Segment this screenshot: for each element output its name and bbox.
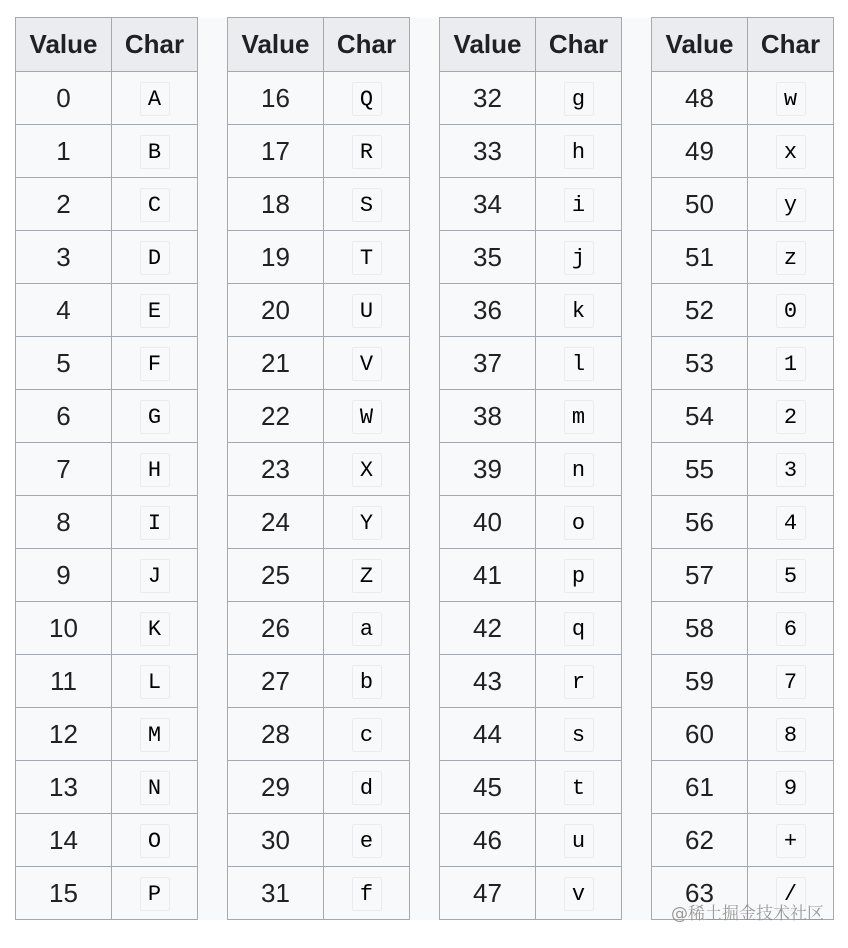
base64-char: y	[776, 188, 806, 222]
index-value: 57	[652, 549, 748, 602]
base64-char: k	[564, 294, 594, 328]
column-spacer	[410, 867, 440, 920]
base64-char: Z	[352, 559, 382, 593]
index-value: 20	[228, 284, 324, 337]
table-header-row	[16, 18, 834, 72]
index-value: 23	[228, 443, 324, 496]
base64-char: I	[140, 506, 170, 540]
char-cell	[324, 814, 410, 867]
char-cell	[112, 231, 198, 284]
column-spacer	[410, 496, 440, 549]
char-cell	[748, 814, 834, 867]
column-spacer	[198, 602, 228, 655]
column-spacer	[410, 178, 440, 231]
column-header-value: Value	[16, 18, 112, 72]
char-cell	[536, 867, 622, 920]
column-spacer	[622, 72, 652, 125]
index-value: 38	[440, 390, 536, 443]
column-spacer	[410, 125, 440, 178]
base64-char: Q	[352, 82, 382, 116]
char-cell	[536, 496, 622, 549]
table-row	[16, 602, 834, 655]
base64-char: f	[352, 877, 382, 911]
column-header-value: Value	[228, 18, 324, 72]
column-spacer	[198, 867, 228, 920]
char-cell	[748, 337, 834, 390]
base64-char: H	[140, 453, 170, 487]
char-cell	[112, 337, 198, 390]
char-cell	[324, 125, 410, 178]
index-value: 55	[652, 443, 748, 496]
table-row	[16, 125, 834, 178]
base64-char: x	[776, 135, 806, 169]
index-value: 8	[16, 496, 112, 549]
column-spacer	[410, 231, 440, 284]
column-spacer	[198, 655, 228, 708]
column-spacer	[622, 761, 652, 814]
index-value: 39	[440, 443, 536, 496]
char-cell	[536, 655, 622, 708]
base64-char: L	[140, 665, 170, 699]
base64-char: 2	[776, 400, 806, 434]
index-value: 52	[652, 284, 748, 337]
column-spacer	[198, 178, 228, 231]
column-spacer	[622, 549, 652, 602]
base64-char: X	[352, 453, 382, 487]
column-spacer	[198, 761, 228, 814]
char-cell	[748, 390, 834, 443]
index-value: 34	[440, 178, 536, 231]
column-header-char: Char	[536, 18, 622, 72]
index-value: 17	[228, 125, 324, 178]
char-cell	[112, 814, 198, 867]
column-spacer	[410, 655, 440, 708]
char-cell	[748, 655, 834, 708]
base64-char: w	[776, 82, 806, 116]
char-cell	[536, 125, 622, 178]
char-cell	[324, 284, 410, 337]
table-row	[16, 549, 834, 602]
column-header-char: Char	[748, 18, 834, 72]
index-value: 29	[228, 761, 324, 814]
index-value: 60	[652, 708, 748, 761]
index-value: 3	[16, 231, 112, 284]
column-header-char: Char	[324, 18, 410, 72]
index-value: 14	[16, 814, 112, 867]
table-row	[16, 814, 834, 867]
index-value: 53	[652, 337, 748, 390]
column-spacer	[622, 496, 652, 549]
table-row	[16, 708, 834, 761]
index-value: 37	[440, 337, 536, 390]
base64-char: /	[776, 877, 806, 911]
column-spacer	[198, 549, 228, 602]
base64-char: A	[140, 82, 170, 116]
base64-char: 5	[776, 559, 806, 593]
char-cell	[324, 231, 410, 284]
char-cell	[324, 390, 410, 443]
base64-char: e	[352, 824, 382, 858]
column-spacer	[198, 125, 228, 178]
char-cell	[324, 72, 410, 125]
char-cell	[324, 655, 410, 708]
base64-char: p	[564, 559, 594, 593]
base64-char: i	[564, 188, 594, 222]
index-value: 13	[16, 761, 112, 814]
index-value: 49	[652, 125, 748, 178]
column-spacer	[198, 72, 228, 125]
column-spacer	[410, 284, 440, 337]
index-value: 6	[16, 390, 112, 443]
column-spacer	[622, 814, 652, 867]
index-value: 19	[228, 231, 324, 284]
index-value: 36	[440, 284, 536, 337]
index-value: 42	[440, 602, 536, 655]
index-value: 56	[652, 496, 748, 549]
char-cell	[324, 602, 410, 655]
column-spacer	[622, 655, 652, 708]
index-value: 33	[440, 125, 536, 178]
column-header-value: Value	[652, 18, 748, 72]
index-value: 26	[228, 602, 324, 655]
base64-char: s	[564, 718, 594, 752]
index-value: 45	[440, 761, 536, 814]
base64-char: o	[564, 506, 594, 540]
base64-char: z	[776, 241, 806, 275]
index-value: 21	[228, 337, 324, 390]
char-cell	[748, 549, 834, 602]
char-cell	[536, 814, 622, 867]
base64-char: J	[140, 559, 170, 593]
base64-char: G	[140, 400, 170, 434]
base64-char: N	[140, 771, 170, 805]
index-value: 1	[16, 125, 112, 178]
base64-char: P	[140, 877, 170, 911]
base64-char: a	[352, 612, 382, 646]
table-row	[16, 72, 834, 125]
base64-char: F	[140, 347, 170, 381]
index-value: 50	[652, 178, 748, 231]
column-spacer	[198, 337, 228, 390]
table-row	[16, 178, 834, 231]
base64-char: +	[776, 824, 806, 858]
column-header-value: Value	[440, 18, 536, 72]
base64-char: D	[140, 241, 170, 275]
base64-char: 8	[776, 718, 806, 752]
column-spacer	[410, 443, 440, 496]
base64-char: 4	[776, 506, 806, 540]
base64-char: m	[564, 400, 594, 434]
char-cell	[748, 125, 834, 178]
char-cell	[324, 549, 410, 602]
index-value: 18	[228, 178, 324, 231]
char-cell	[324, 496, 410, 549]
column-spacer	[198, 390, 228, 443]
column-spacer	[410, 337, 440, 390]
char-cell	[112, 125, 198, 178]
index-value: 22	[228, 390, 324, 443]
index-value: 61	[652, 761, 748, 814]
column-spacer	[622, 390, 652, 443]
index-value: 40	[440, 496, 536, 549]
base64-char: d	[352, 771, 382, 805]
table-row	[16, 284, 834, 337]
base64-char: t	[564, 771, 594, 805]
base64-index-table	[15, 17, 834, 920]
char-cell	[748, 284, 834, 337]
base64-char: 7	[776, 665, 806, 699]
table-row	[16, 390, 834, 443]
index-value: 5	[16, 337, 112, 390]
index-value: 31	[228, 867, 324, 920]
index-value: 51	[652, 231, 748, 284]
index-value: 54	[652, 390, 748, 443]
column-spacer	[198, 18, 228, 72]
table-row	[16, 496, 834, 549]
column-spacer	[198, 231, 228, 284]
column-spacer	[410, 761, 440, 814]
watermark: @稀土掘金技术社区	[671, 904, 824, 924]
base64-char: S	[352, 188, 382, 222]
index-value: 10	[16, 602, 112, 655]
base64-char: U	[352, 294, 382, 328]
char-cell	[748, 178, 834, 231]
base64-char: E	[140, 294, 170, 328]
char-cell	[112, 867, 198, 920]
base64-char: R	[352, 135, 382, 169]
base64-char: c	[352, 718, 382, 752]
column-spacer	[410, 390, 440, 443]
char-cell	[748, 443, 834, 496]
base64-char: M	[140, 718, 170, 752]
index-value: 43	[440, 655, 536, 708]
base64-char: B	[140, 135, 170, 169]
char-cell	[536, 72, 622, 125]
index-value: 0	[16, 72, 112, 125]
column-spacer	[622, 867, 652, 920]
char-cell	[324, 178, 410, 231]
char-cell	[748, 708, 834, 761]
char-cell	[112, 284, 198, 337]
char-cell	[112, 72, 198, 125]
index-value: 12	[16, 708, 112, 761]
column-spacer	[622, 178, 652, 231]
index-value: 15	[16, 867, 112, 920]
column-spacer	[410, 602, 440, 655]
column-spacer	[410, 549, 440, 602]
base64-char: r	[564, 665, 594, 699]
index-value: 63	[652, 867, 748, 920]
char-cell	[112, 443, 198, 496]
base64-char: v	[564, 877, 594, 911]
char-cell	[112, 655, 198, 708]
column-spacer	[622, 284, 652, 337]
column-spacer	[622, 443, 652, 496]
base64-char: W	[352, 400, 382, 434]
column-spacer	[410, 814, 440, 867]
index-value: 4	[16, 284, 112, 337]
char-cell	[112, 708, 198, 761]
column-spacer	[198, 708, 228, 761]
char-cell	[536, 602, 622, 655]
index-value: 25	[228, 549, 324, 602]
table-row	[16, 655, 834, 708]
char-cell	[536, 178, 622, 231]
base64-char: h	[564, 135, 594, 169]
char-cell	[748, 231, 834, 284]
table-row	[16, 761, 834, 814]
base64-char: Y	[352, 506, 382, 540]
index-value: 59	[652, 655, 748, 708]
char-cell	[324, 708, 410, 761]
index-value: 44	[440, 708, 536, 761]
char-cell	[324, 867, 410, 920]
base64-char: K	[140, 612, 170, 646]
index-value: 27	[228, 655, 324, 708]
column-spacer	[622, 337, 652, 390]
index-value: 41	[440, 549, 536, 602]
index-value: 11	[16, 655, 112, 708]
char-cell	[536, 443, 622, 496]
base64-char: u	[564, 824, 594, 858]
index-value: 48	[652, 72, 748, 125]
char-cell	[748, 761, 834, 814]
base64-char: g	[564, 82, 594, 116]
column-spacer	[410, 72, 440, 125]
index-value: 16	[228, 72, 324, 125]
char-cell	[112, 178, 198, 231]
char-cell	[324, 443, 410, 496]
column-spacer	[410, 18, 440, 72]
index-value: 28	[228, 708, 324, 761]
base64-char: C	[140, 188, 170, 222]
char-cell	[536, 761, 622, 814]
base64-char: 9	[776, 771, 806, 805]
index-value: 46	[440, 814, 536, 867]
base64-char: 6	[776, 612, 806, 646]
base64-char: 1	[776, 347, 806, 381]
char-cell	[112, 390, 198, 443]
column-spacer	[622, 602, 652, 655]
index-value: 7	[16, 443, 112, 496]
column-header-char: Char	[112, 18, 198, 72]
char-cell	[536, 390, 622, 443]
char-cell	[536, 337, 622, 390]
table-row	[16, 231, 834, 284]
index-value: 62	[652, 814, 748, 867]
base64-char: T	[352, 241, 382, 275]
column-spacer	[198, 284, 228, 337]
char-cell	[112, 602, 198, 655]
index-value: 35	[440, 231, 536, 284]
char-cell	[536, 549, 622, 602]
char-cell	[536, 708, 622, 761]
char-cell	[112, 549, 198, 602]
column-spacer	[622, 708, 652, 761]
char-cell	[324, 761, 410, 814]
base64-char: q	[564, 612, 594, 646]
table-row	[16, 337, 834, 390]
char-cell	[748, 72, 834, 125]
index-value: 9	[16, 549, 112, 602]
column-spacer	[198, 814, 228, 867]
table-row	[16, 443, 834, 496]
base64-char: n	[564, 453, 594, 487]
base64-char: V	[352, 347, 382, 381]
index-value: 2	[16, 178, 112, 231]
base64-char: 0	[776, 294, 806, 328]
column-spacer	[410, 708, 440, 761]
char-cell	[112, 761, 198, 814]
base64-char: b	[352, 665, 382, 699]
base64-char: l	[564, 347, 594, 381]
index-value: 58	[652, 602, 748, 655]
char-cell	[536, 284, 622, 337]
index-value: 32	[440, 72, 536, 125]
index-value: 24	[228, 496, 324, 549]
base64-char: 3	[776, 453, 806, 487]
column-spacer	[198, 496, 228, 549]
column-spacer	[198, 443, 228, 496]
index-value: 30	[228, 814, 324, 867]
char-cell	[324, 337, 410, 390]
base64-char: j	[564, 241, 594, 275]
char-cell	[112, 496, 198, 549]
column-spacer	[622, 18, 652, 72]
char-cell	[748, 602, 834, 655]
char-cell	[536, 231, 622, 284]
column-spacer	[622, 231, 652, 284]
char-cell	[748, 496, 834, 549]
column-spacer	[622, 125, 652, 178]
index-value: 47	[440, 867, 536, 920]
base64-char: O	[140, 824, 170, 858]
